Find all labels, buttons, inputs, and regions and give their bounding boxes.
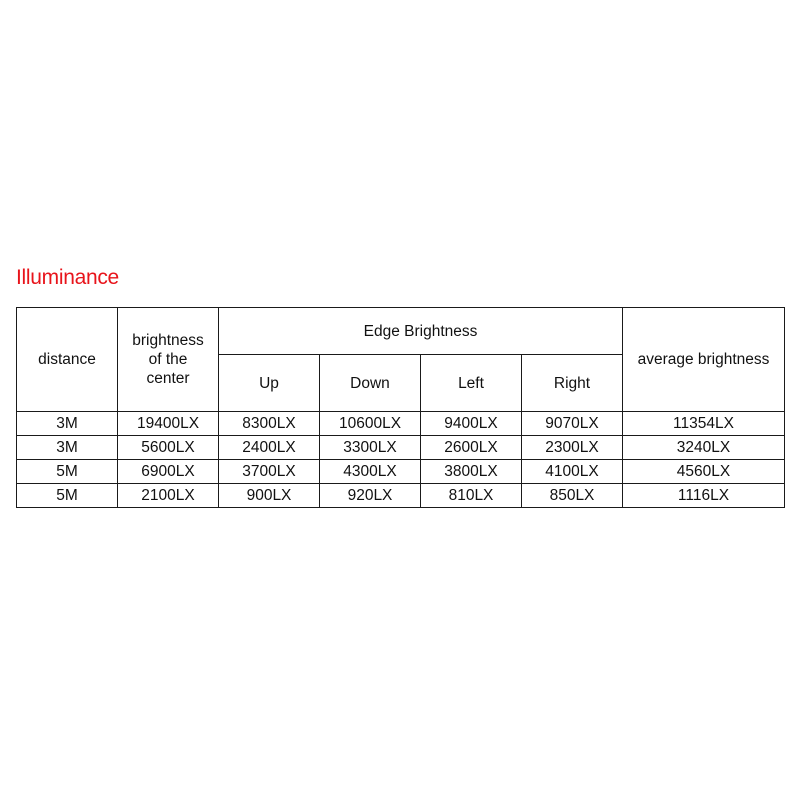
cell-distance: 3M [17, 436, 118, 460]
cell-average: 3240LX [623, 436, 785, 460]
table-row [17, 460, 785, 484]
cell-right: 4100LX [522, 460, 623, 484]
cell-right: 2300LX [522, 436, 623, 460]
cell-distance: 5M [17, 460, 118, 484]
illuminance-table [16, 307, 785, 508]
cell-center: 5600LX [118, 436, 219, 460]
header-center-brightness [118, 308, 219, 412]
table-row [17, 484, 785, 508]
cell-left: 2600LX [421, 436, 522, 460]
header-up: Up [219, 355, 320, 412]
cell-down: 3300LX [320, 436, 421, 460]
header-down: Down [320, 355, 421, 412]
header-right: Right [522, 355, 623, 412]
cell-average: 1116LX [623, 484, 785, 508]
header-row-1 [17, 308, 785, 355]
cell-distance: 3M [17, 412, 118, 436]
cell-left: 9400LX [421, 412, 522, 436]
header-left: Left [421, 355, 522, 412]
cell-up: 2400LX [219, 436, 320, 460]
header-average-brightness: average brightness [623, 308, 785, 412]
cell-center: 6900LX [118, 460, 219, 484]
cell-up: 3700LX [219, 460, 320, 484]
header-distance: distance [17, 308, 118, 412]
cell-down: 4300LX [320, 460, 421, 484]
cell-down: 920LX [320, 484, 421, 508]
cell-average: 4560LX [623, 460, 785, 484]
cell-right: 850LX [522, 484, 623, 508]
cell-up: 8300LX [219, 412, 320, 436]
cell-average: 11354LX [623, 412, 785, 436]
cell-right: 9070LX [522, 412, 623, 436]
table-row [17, 436, 785, 460]
header-center-line-2: of the [148, 351, 188, 368]
cell-left: 810LX [421, 484, 522, 508]
page-title: Illuminance [16, 266, 119, 289]
cell-distance: 5M [17, 484, 118, 508]
cell-down: 10600LX [320, 412, 421, 436]
header-center-line-3: center [146, 370, 190, 387]
cell-center: 2100LX [118, 484, 219, 508]
cell-left: 3800LX [421, 460, 522, 484]
header-edge-brightness: Edge Brightness [219, 308, 623, 355]
cell-center: 19400LX [118, 412, 219, 436]
cell-up: 900LX [219, 484, 320, 508]
table-row [17, 412, 785, 436]
header-center-line-1: brightness [132, 332, 204, 349]
